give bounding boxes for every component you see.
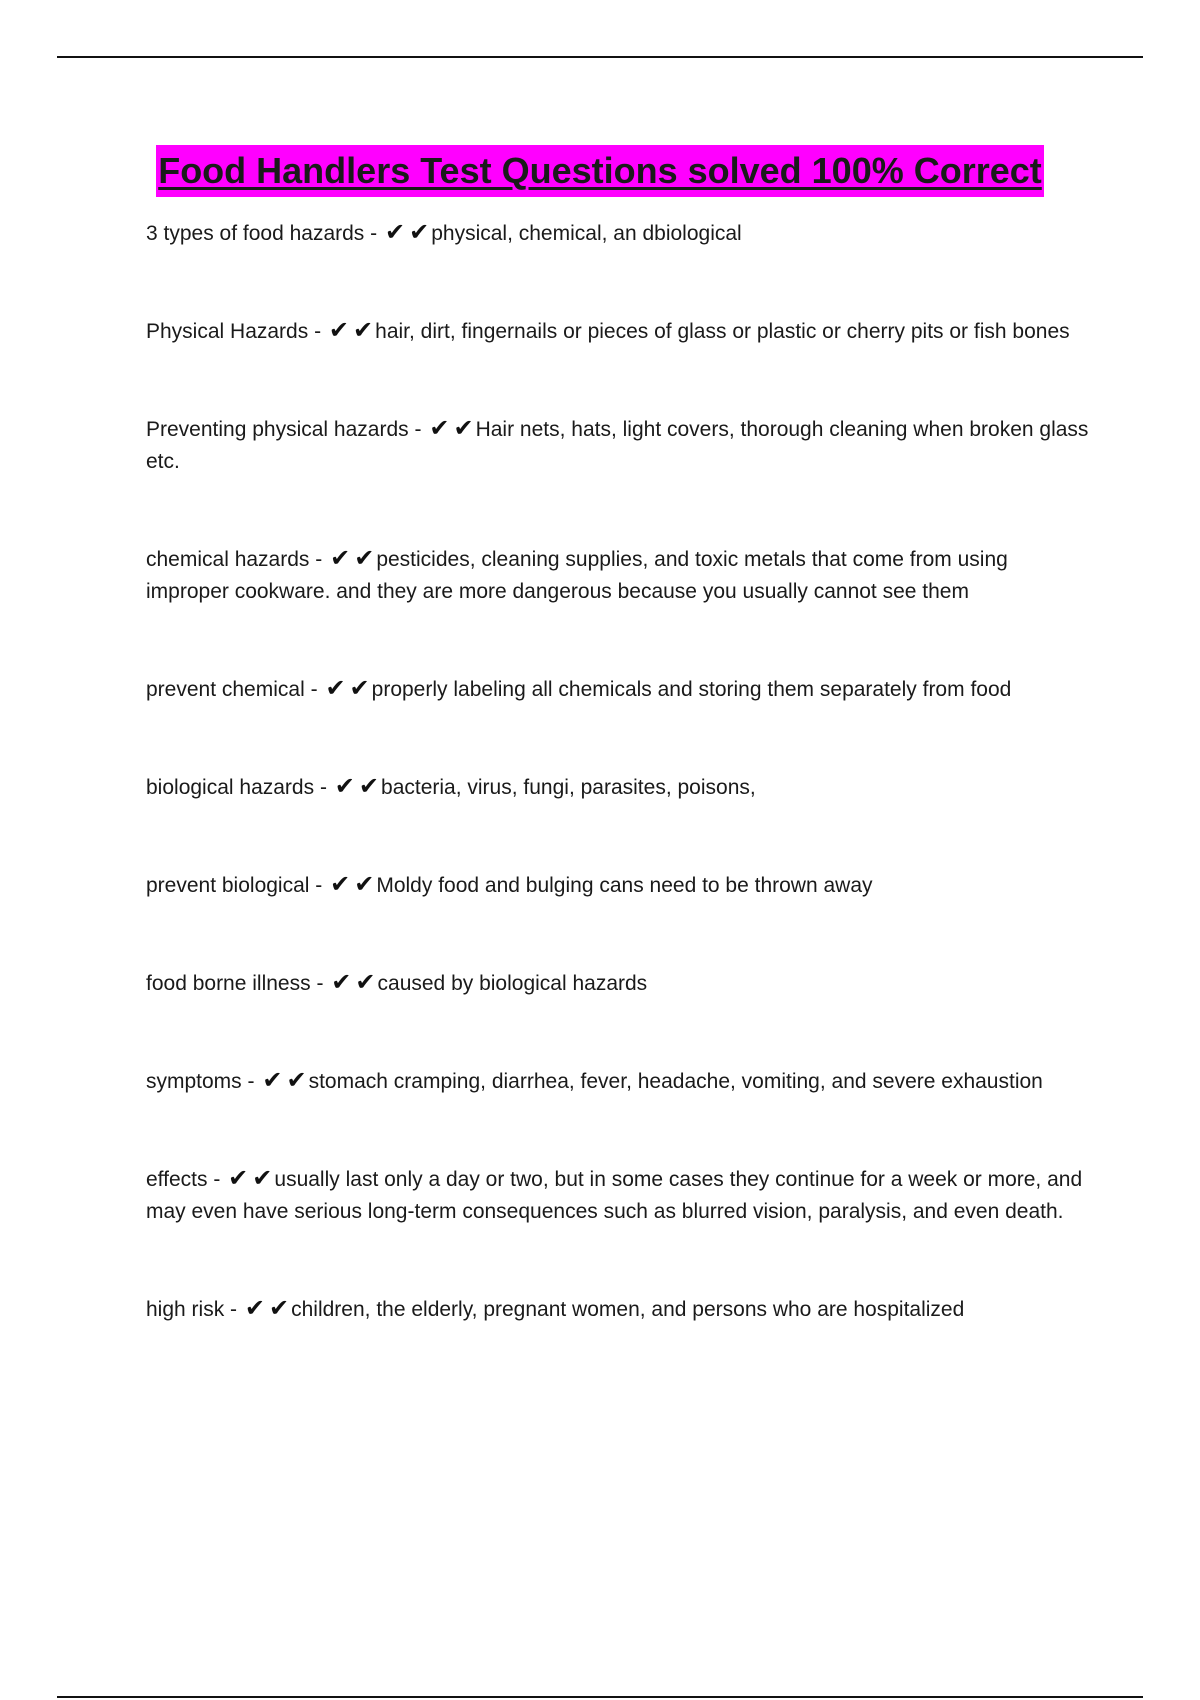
entry-separator: - [314, 320, 322, 343]
entry-answer: bacteria, virus, fungi, parasites, poisons, [381, 776, 756, 799]
checkmark-icon: ✔ [429, 414, 450, 442]
qa-entry [146, 218, 1096, 250]
entry-term: prevent biological [146, 874, 310, 897]
entry-separator: - [213, 1168, 221, 1191]
entry-answer: hair, dirt, fingernails or pieces of glass or plastic or cherry pits or fish bones [375, 320, 1070, 343]
entry-answer: Moldy food and bulging cans need to be thrown away [376, 874, 873, 897]
checkmark-icon: ✔ [330, 870, 351, 898]
entry-separator: - [247, 1070, 255, 1093]
entry-answer: stomach cramping, diarrhea, fever, headache, vomiting, and severe exhaustion [308, 1070, 1043, 1093]
page-title: Food Handlers Test Questions solved 100% Correct [156, 145, 1044, 197]
qa-entry [146, 1294, 1096, 1326]
entry-answer: caused by biological hazards [377, 972, 648, 995]
qa-entry [146, 674, 1096, 706]
entry-separator: - [315, 548, 323, 571]
checkmark-icon: ✔ [228, 1164, 249, 1192]
qa-entry [146, 544, 1096, 608]
entry-term: symptoms [146, 1070, 242, 1093]
entry-answer: pesticides, cleaning supplies, and toxic metals that come from using improper cookware. and they are more dangerous because you usually cannot see them [146, 548, 1008, 603]
checkmark-icon: ✔ [354, 870, 375, 898]
checkmark-icon: ✔ [349, 674, 370, 702]
checkmark-icon: ✔ [269, 1294, 290, 1322]
entry-term: Physical Hazards [146, 320, 309, 343]
qa-entry [146, 870, 1096, 902]
qa-entry [146, 414, 1096, 478]
checkmark-icon: ✔ [354, 544, 375, 572]
checkmark-icon: ✔ [385, 218, 406, 246]
entry-separator: - [370, 222, 378, 245]
checkmark-icon: ✔ [453, 414, 474, 442]
entry-separator: - [310, 678, 318, 701]
entry-answer: Hair nets, hats, light covers, thorough cleaning when broken glass etc. [146, 418, 1089, 473]
checkmark-icon: ✔ [328, 316, 350, 344]
entry-term: 3 types of food hazards [146, 222, 365, 245]
entry-separator: - [230, 1298, 238, 1321]
checkmark-icon: ✔ [331, 968, 352, 996]
entry-separator: - [319, 776, 327, 799]
checkmark-icon: ✔ [262, 1066, 283, 1094]
title-container [0, 145, 1200, 197]
checkmark-icon: ✔ [286, 1066, 307, 1094]
checkmark-icon: ✔ [358, 772, 380, 800]
qa-entry [146, 316, 1096, 348]
entry-term: food borne illness [146, 972, 311, 995]
bottom-rule [57, 1696, 1143, 1698]
entry-term: biological hazards [146, 776, 315, 799]
checkmark-icon: ✔ [325, 674, 346, 702]
checkmark-icon: ✔ [355, 968, 376, 996]
top-rule [57, 56, 1143, 58]
qa-entry [146, 1066, 1096, 1098]
qa-entry [146, 1164, 1096, 1228]
qa-entry [146, 968, 1096, 1000]
entry-separator: - [414, 418, 422, 441]
entry-term: prevent chemical [146, 678, 305, 701]
qa-entry [146, 772, 1096, 804]
entry-answer: properly labeling all chemicals and storing them separately from food [371, 678, 1012, 701]
entry-answer: usually last only a day or two, but in some cases they continue for a week or more, and may even have serious long-term consequences such as blurred vision, paralysis, and even death. [146, 1168, 1083, 1223]
entry-answer: physical, chemical, an dbiological [431, 222, 742, 245]
checkmark-icon: ✔ [252, 1164, 273, 1192]
checkmark-icon: ✔ [409, 218, 430, 246]
entry-separator: - [316, 972, 324, 995]
entry-separator: - [315, 874, 323, 897]
checkmark-icon: ✔ [353, 316, 374, 344]
entry-term: chemical hazards [146, 548, 310, 571]
entry-term: high risk [146, 1298, 225, 1321]
checkmark-icon: ✔ [244, 1294, 265, 1322]
entry-term: Preventing physical hazards [146, 418, 409, 441]
entry-answer: children, the elderly, pregnant women, and persons who are hospitalized [291, 1298, 965, 1321]
qa-list [146, 218, 1096, 1326]
entry-term: effects [146, 1168, 208, 1191]
checkmark-icon: ✔ [334, 772, 355, 800]
checkmark-icon: ✔ [330, 544, 351, 572]
